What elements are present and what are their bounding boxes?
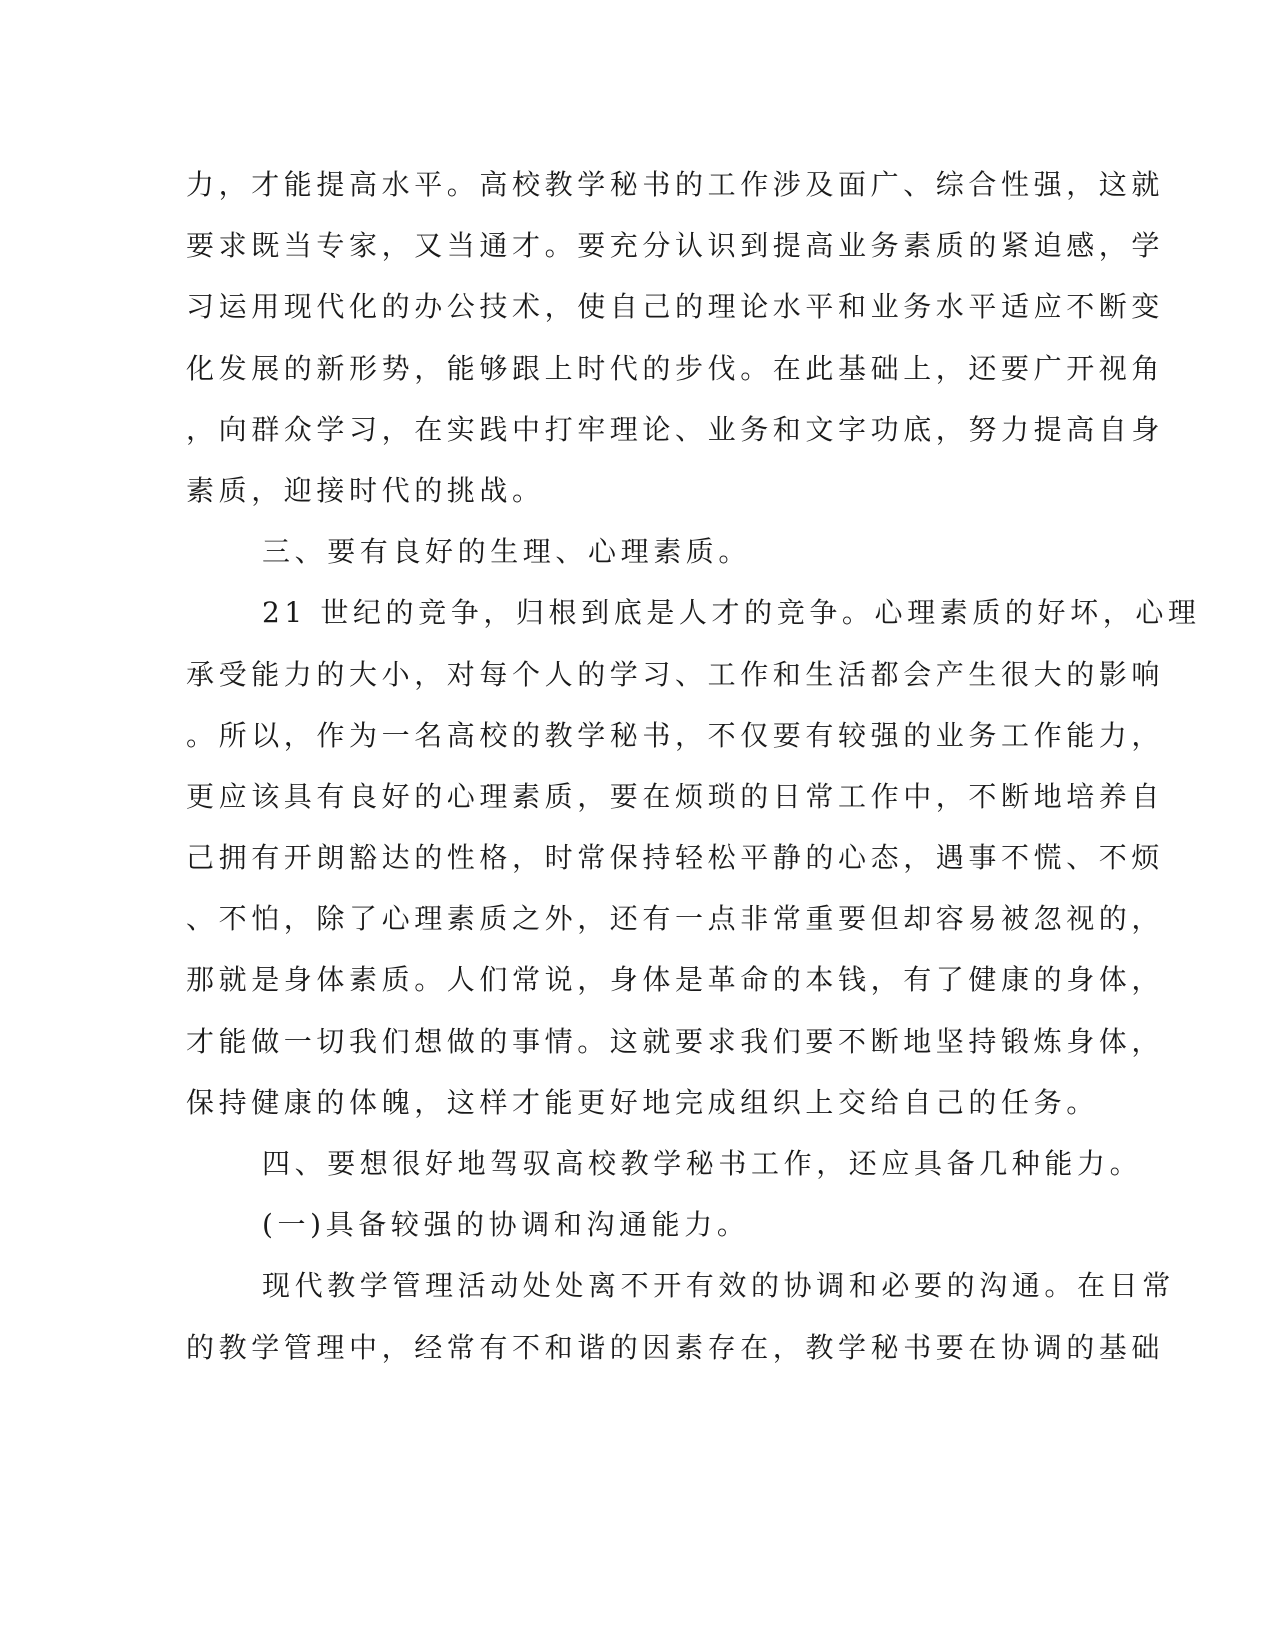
text-line: 、不怕，除了心理素质之外，还有一点非常重要但却容易被忽视的， (186, 902, 1165, 936)
subsection-heading: (一)具备较强的协调和沟通能力。 (262, 1208, 750, 1242)
text-line: 那就是身体素质。人们常说，身体是革命的本钱，有了健康的身体， (186, 963, 1165, 997)
text-line: 才能做一切我们想做的事情。这就要求我们要不断地坚持锻炼身体， (186, 1024, 1165, 1058)
text-line: 己拥有开朗豁达的性格，时常保持轻松平静的心态，遇事不慌、不烦 (186, 841, 1165, 875)
text-line: 更应该具有良好的心理素质，要在烦琐的日常工作中，不断地培养自 (186, 779, 1165, 813)
text-line: 现代教学管理活动处处离不开有效的协调和必要的沟通。在日常 (262, 1269, 1175, 1303)
text-line: 要求既当专家，又当通才。要充分认识到提高业务素质的紧迫感，学 (186, 229, 1165, 263)
text-line: 素质，迎接时代的挑战。 (186, 473, 545, 507)
text-line: ，向群众学习，在实践中打牢理论、业务和文字功底，努力提高自身 (186, 412, 1165, 446)
text-line: 的教学管理中，经常有不和谐的因素存在，教学秘书要在协调的基础 (186, 1330, 1165, 1364)
text-line: 21 世纪的竞争，归根到底是人才的竞争。心理素质的好坏，心理 (262, 596, 1201, 630)
body-text (186, 164, 1201, 1388)
text-line: 力，才能提高水平。高校教学秘书的工作涉及面广、综合性强，这就 (186, 168, 1165, 201)
text-line: 化发展的新形势，能够跟上时代的步伐。在此基础上，还要广开视角 (186, 351, 1165, 385)
text-line: 保持健康的体魄，这样才能更好地完成组织上交给自己的任务。 (186, 1085, 1099, 1119)
text-line: 。所以，作为一名高校的教学秘书，不仅要有较强的业务工作能力， (186, 718, 1165, 752)
text-line: 习运用现代化的办公技术，使自己的理论水平和业务水平适应不断变 (186, 290, 1165, 324)
text-line: 承受能力的大小，对每个人的学习、工作和生活都会产生很大的影响 (186, 657, 1165, 691)
section-heading: 三、要有良好的生理、心理素质。 (262, 535, 752, 569)
section-heading: 四、要想很好地驾驭高校教学秘书工作，还应具备几种能力。 (262, 1147, 1143, 1180)
